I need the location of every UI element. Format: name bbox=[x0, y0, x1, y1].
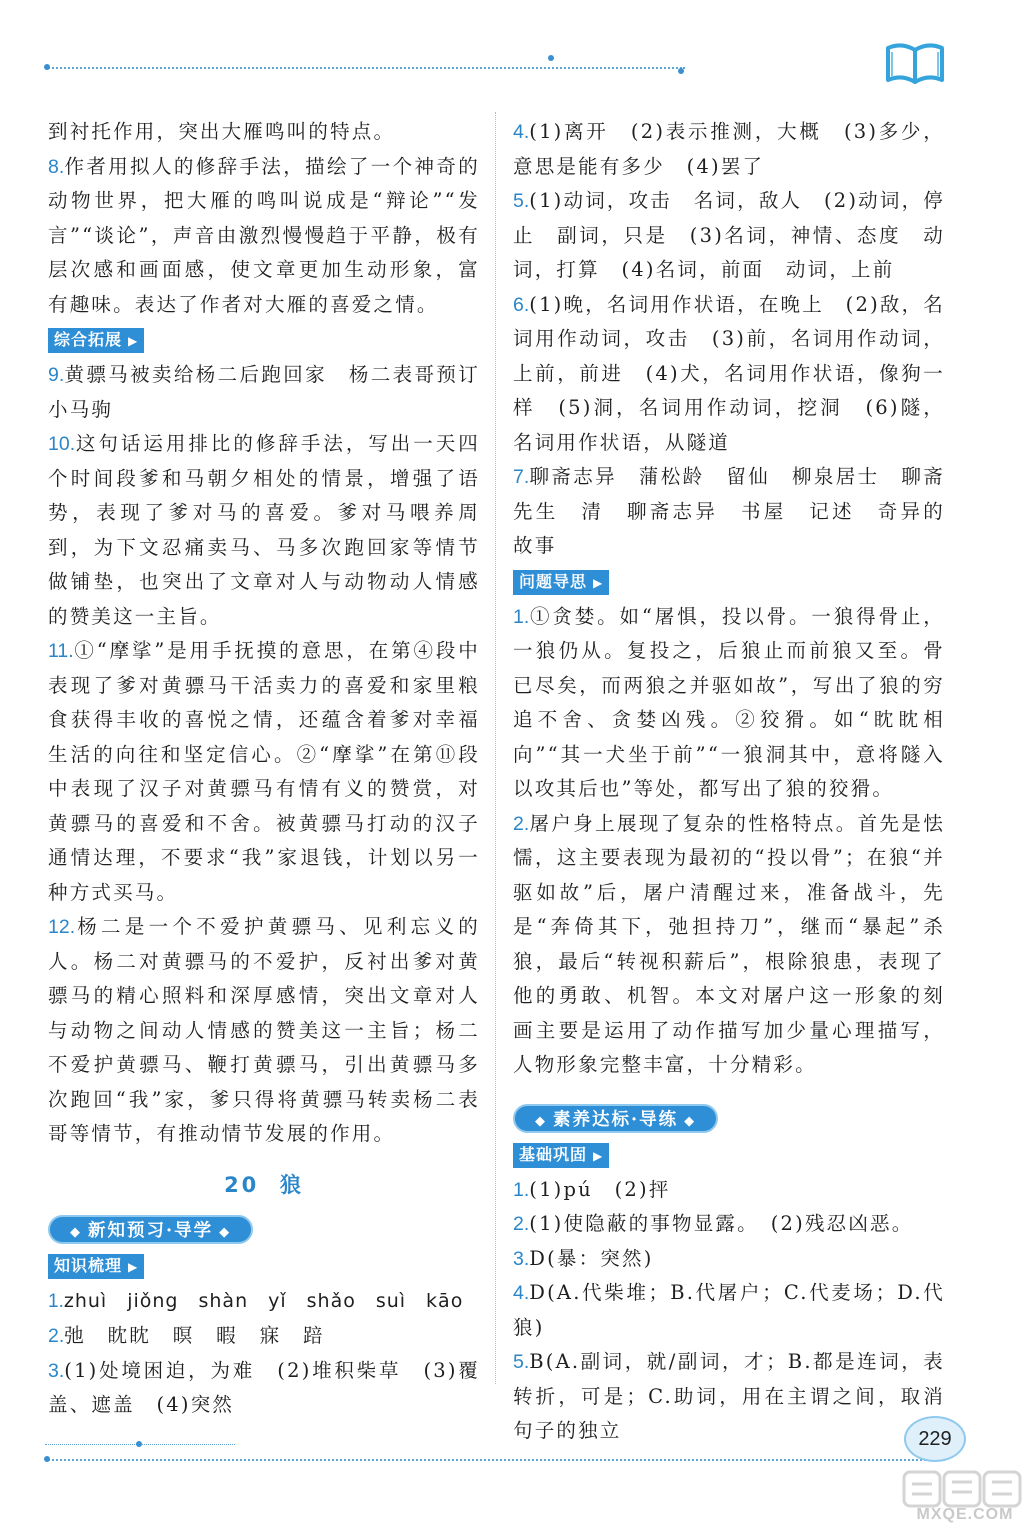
answer-number: 7. bbox=[513, 466, 530, 488]
answer-a2 bbox=[513, 807, 945, 1083]
answer-text: 屠户身上展现了复杂的性格特点。首先是怯懦，这主要表现为最初的“投以骨”；在狼“并驱如故”后，屠户清醒过来，准备战斗，先是“奔倚其下，弛担持刀”，继而“暴起”杀狼，最后“转视积薪后”，根除狼患，表现了他的勇敢、机智。本文对屠户这一形象的刻画主要是运用了动作描写加少量心理描写，人物形象完整丰富，十分精彩。 bbox=[513, 811, 945, 1076]
answer-text: 黄骠马被卖给杨二后跑回家 杨二表哥预订小马驹 bbox=[48, 363, 480, 421]
banner-practice bbox=[513, 1104, 718, 1133]
answer-number: 12. bbox=[48, 916, 76, 938]
answer-r7 bbox=[513, 460, 945, 564]
rule-dot bbox=[548, 55, 554, 61]
triangle-right-icon: ▶ bbox=[128, 334, 139, 348]
triangle-right-icon: ▶ bbox=[128, 1259, 139, 1274]
triangle-right-icon: ▶ bbox=[593, 575, 604, 590]
answer-text: D(暴：突然) bbox=[529, 1246, 654, 1270]
answer-number: 8. bbox=[48, 155, 65, 178]
answer-r5 bbox=[513, 184, 945, 288]
column-divider bbox=[495, 112, 496, 1384]
answer-text: 作者用拟人的修辞手法，描绘了一个神奇的动物世界，把大雁的鸣叫说成是“辩论”“发言”“谈论”，声音由激烈慢慢趋于平静，极有层次感和画面感，使文章更加生动形象，富有趣味。表达了作者对大雁的喜爱之情。 bbox=[48, 154, 480, 316]
answer-text: 弛 眈眈 暝 暇 寐 踣 bbox=[64, 1324, 325, 1347]
answer-number: 3. bbox=[513, 1247, 530, 1270]
banner-label: 素养达标·导练 bbox=[553, 1109, 679, 1130]
answer-q3 bbox=[48, 1354, 480, 1423]
answer-text: 聊斋志异 蒲松龄 留仙 柳泉居士 聊斋先生 清 聊斋志异 书屋 记述 奇异的故事 bbox=[513, 465, 945, 557]
answer-q2 bbox=[48, 1319, 480, 1354]
answer-number: 6. bbox=[513, 293, 530, 316]
banner-preview bbox=[48, 1215, 253, 1244]
triangle-right-icon: ▶ bbox=[593, 1148, 604, 1163]
answer-b3 bbox=[513, 1242, 945, 1277]
answer-text: (1)晚，名词用作状语，在晚上 (2)敌，名词用作动词，攻击 (3)前，名词用作动词，上前，前进 (4)犬，名词用作状语，像狗一样 (5)洞，名词用作动词，挖洞 (6)隧，名词用作状语，从隧道 bbox=[513, 292, 945, 454]
answer-number: 11. bbox=[48, 640, 74, 662]
bottom-dotted-rule bbox=[45, 1459, 945, 1461]
section-tag-comprehensive bbox=[48, 328, 144, 353]
answer-b5 bbox=[513, 1345, 945, 1449]
answer-number: 5. bbox=[513, 1351, 530, 1373]
section-tag-basics bbox=[513, 1143, 609, 1168]
answer-b2 bbox=[513, 1207, 945, 1242]
open-book-icon bbox=[884, 40, 946, 86]
diamond-icon: ◆ bbox=[219, 1224, 232, 1240]
rule-dot bbox=[44, 64, 50, 70]
tag-label: 基础巩固 bbox=[519, 1144, 588, 1164]
answer-text: ①“摩挲”是用手抚摸的意思，在第④段中表现了爹对黄骠马干活卖力的喜爱和家里粮食获得丰收的喜悦之情，还蕴含着爹对幸福生活的向往和坚定信心。②“摩挲”在第⑪段中表现了汉子对黄骠马有情有义的赞赏，对黄骠马的喜爱和不舍。被黄骠马打动的汉子通情达理，不要求“我”家退钱，计划以另一种方式买马。 bbox=[48, 639, 480, 904]
lesson-name: 狼 bbox=[279, 1171, 304, 1197]
answer-text: (1)pú (2)抨 bbox=[529, 1177, 671, 1201]
answer-text: 这句话运用排比的修辞手法，写出一天四个时间段爹和马朝夕相处的情景，增强了语势，表现了爹对马的喜爱。爹对马喂养周到，为下文忍痛卖马、马多次跑回家等情节做铺垫，也突出了文章对人与动物动人情感的赞美这一主旨。 bbox=[48, 432, 480, 628]
answer-text: B(A.副词，就/副词，才；B.都是连词，表转折，可是；C.助词，用在主谓之间，取消句子的独立 bbox=[513, 1350, 945, 1442]
answer-number: 1. bbox=[48, 1290, 64, 1312]
answer-11 bbox=[48, 634, 480, 910]
answer-text: 杨二是一个不爱护黄骠马、见利忘义的人。杨二对黄骠马的不爱护，反衬出爹对黄骠马的精心照料和深厚感情，突出文章对人与动物之间动人情感的赞美这一主旨；杨二不爱护黄骠马、鞭打黄骠马，引出黄骠马多次跑回“我”家，爹只得将黄骠马转卖杨二表哥等情节，有推动情节发展的作用。 bbox=[48, 915, 480, 1145]
answer-b1 bbox=[513, 1173, 945, 1208]
answer-8 bbox=[48, 150, 480, 323]
tag-label: 问题导思 bbox=[519, 571, 588, 591]
banner-label: 新知预习·导学 bbox=[88, 1220, 214, 1241]
rule-dot bbox=[678, 68, 684, 74]
answer-number: 2. bbox=[513, 1213, 530, 1235]
right-column bbox=[513, 115, 945, 1449]
answer-text: (1)处境困迫，为难 (2)堆积柴草 (3)覆盖、遮盖 (4)突然 bbox=[48, 1358, 480, 1416]
answer-9 bbox=[48, 358, 480, 427]
tag-label: 知识梳理 bbox=[54, 1255, 123, 1275]
left-column bbox=[48, 115, 480, 1423]
lesson-title bbox=[48, 1166, 480, 1204]
answer-number: 9. bbox=[48, 364, 65, 386]
answer-12 bbox=[48, 910, 480, 1152]
diamond-icon: ◆ bbox=[535, 1113, 547, 1129]
watermark-text: MXQE.COM bbox=[916, 1506, 1014, 1523]
answer-text: (1)动词，攻击 名词，敌人 (2)动词，停止 副词，只是 (3)名词，神情、态度 动词，打算 (4)名词，前面 动词，上前 bbox=[513, 189, 945, 281]
answer-text: (1)使隐蔽的事物显露。 (2)残忍凶恶。 bbox=[529, 1212, 914, 1235]
answer-number: 1. bbox=[513, 605, 530, 628]
answer-number: 10. bbox=[48, 433, 76, 455]
answer-text: D(A.代柴堆；B.代屠户；C.代麦场；D.代狼) bbox=[513, 1281, 945, 1339]
diamond-icon: ◆ bbox=[70, 1224, 82, 1240]
top-dotted-rule bbox=[45, 67, 685, 69]
answer-text: (1)离开 (2)表示推测，大概 (3)多少，意思是能有多少 (4)罢了 bbox=[513, 120, 945, 178]
answer-number: 2. bbox=[513, 812, 530, 835]
answer-number: 1. bbox=[513, 1178, 530, 1201]
section-tag-knowledge bbox=[48, 1254, 144, 1279]
tag-label: 综合拓展 bbox=[54, 330, 123, 349]
lesson-number: 20 bbox=[224, 1172, 260, 1197]
answer-text: ①贪婪。如“屠惧，投以骨。一狼得骨止，一狼仍从。复投之，后狼止而前狼又至。骨已尽矣，而两狼之并驱如故”，写出了狼的穷追不舍、贪婪凶残。②狡猾。如“眈眈相向”“其一犬坐于前”“一狼洞其中，意将隧入以攻其后也”等处，都写出了狼的狡猾。 bbox=[513, 604, 945, 800]
rule-dot bbox=[44, 1456, 50, 1462]
rule-dot bbox=[136, 1441, 142, 1447]
answer-text: zhuì jiǒng shàn yǐ shǎo suì kāo bbox=[63, 1289, 464, 1312]
answer-r4 bbox=[513, 115, 945, 184]
diamond-icon: ◆ bbox=[684, 1113, 697, 1129]
answer-number: 2. bbox=[48, 1325, 65, 1347]
answer-number: 3. bbox=[48, 1359, 65, 1382]
answer-q1 bbox=[48, 1284, 480, 1320]
answer-a1 bbox=[513, 600, 945, 807]
answer-number: 4. bbox=[513, 121, 530, 143]
section-tag-questions bbox=[513, 570, 609, 595]
answer-r6 bbox=[513, 288, 945, 461]
page-number: 229 bbox=[904, 1416, 966, 1462]
answer-continued: 到衬托作用，突出大雁鸣叫的特点。 bbox=[48, 120, 396, 143]
answer-10 bbox=[48, 427, 480, 634]
answer-b4 bbox=[513, 1276, 945, 1345]
answer-number: 4. bbox=[513, 1282, 530, 1304]
answer-number: 5. bbox=[513, 190, 530, 212]
